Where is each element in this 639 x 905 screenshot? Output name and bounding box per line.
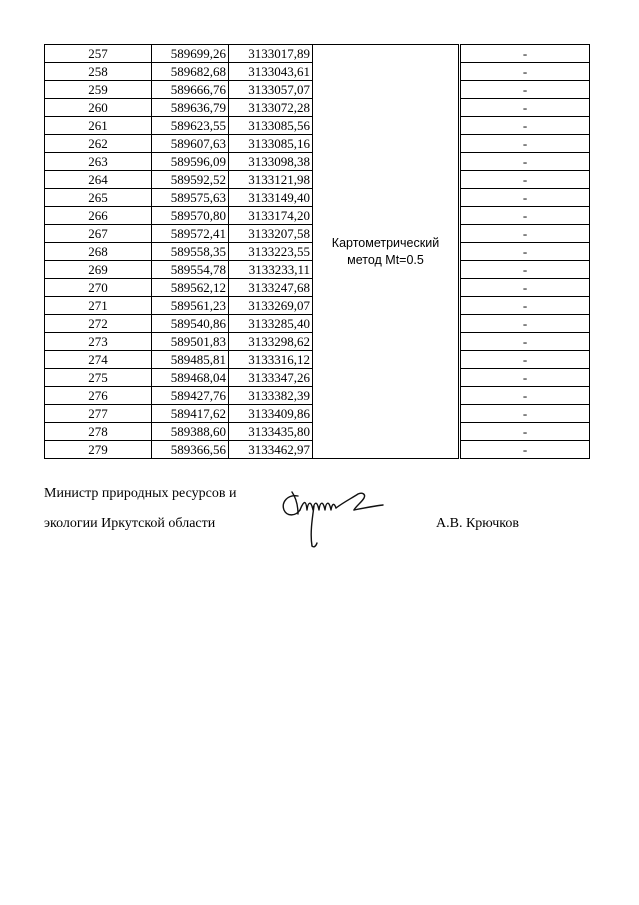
note-cell: - [461, 189, 590, 207]
y-coordinate-cell: 3133057,07 [229, 81, 313, 99]
point-number-cell: 274 [45, 351, 152, 369]
signer-name: А.В. Крючков [436, 516, 519, 531]
handwritten-signature [276, 484, 388, 554]
point-number-cell: 265 [45, 189, 152, 207]
y-coordinate-cell: 3133017,89 [229, 45, 313, 63]
point-number-cell: 271 [45, 297, 152, 315]
point-number-cell: 259 [45, 81, 152, 99]
point-number-cell: 267 [45, 225, 152, 243]
coordinates-table-body [45, 45, 590, 459]
x-coordinate-cell: 589682,68 [152, 63, 229, 81]
signer-title-line-2: экологии Иркутской области [44, 516, 216, 531]
y-coordinate-cell: 3133085,56 [229, 117, 313, 135]
point-number-cell: 273 [45, 333, 152, 351]
y-coordinate-cell: 3133382,39 [229, 387, 313, 405]
y-coordinate-cell: 3133043,61 [229, 63, 313, 81]
point-number-cell: 269 [45, 261, 152, 279]
y-coordinate-cell: 3133121,98 [229, 171, 313, 189]
y-coordinate-cell: 3133462,97 [229, 441, 313, 459]
note-cell: - [461, 387, 590, 405]
x-coordinate-cell: 589570,80 [152, 207, 229, 225]
signer-title-line-1: Министр природных ресурсов и [44, 486, 237, 501]
point-number-cell: 270 [45, 279, 152, 297]
x-coordinate-cell: 589623,55 [152, 117, 229, 135]
method-cell: Картометрический метод Mt=0.5 [313, 45, 459, 459]
point-number-cell: 262 [45, 135, 152, 153]
x-coordinate-cell: 589562,12 [152, 279, 229, 297]
note-cell: - [461, 369, 590, 387]
y-coordinate-cell: 3133233,11 [229, 261, 313, 279]
y-coordinate-cell: 3133298,62 [229, 333, 313, 351]
x-coordinate-cell: 589388,60 [152, 423, 229, 441]
y-coordinate-cell: 3133247,68 [229, 279, 313, 297]
point-number-cell: 268 [45, 243, 152, 261]
x-coordinate-cell: 589501,83 [152, 333, 229, 351]
x-coordinate-cell: 589592,52 [152, 171, 229, 189]
note-cell: - [461, 405, 590, 423]
x-coordinate-cell: 589596,09 [152, 153, 229, 171]
y-coordinate-cell: 3133207,58 [229, 225, 313, 243]
note-cell: - [461, 99, 590, 117]
point-number-cell: 261 [45, 117, 152, 135]
y-coordinate-cell: 3133409,86 [229, 405, 313, 423]
note-cell: - [461, 441, 590, 459]
note-cell: - [461, 225, 590, 243]
point-number-cell: 263 [45, 153, 152, 171]
note-cell: - [461, 45, 590, 63]
x-coordinate-cell: 589485,81 [152, 351, 229, 369]
x-coordinate-cell: 589636,79 [152, 99, 229, 117]
note-cell: - [461, 171, 590, 189]
x-coordinate-cell: 589561,23 [152, 297, 229, 315]
y-coordinate-cell: 3133223,55 [229, 243, 313, 261]
x-coordinate-cell: 589366,56 [152, 441, 229, 459]
y-coordinate-cell: 3133269,07 [229, 297, 313, 315]
note-cell: - [461, 351, 590, 369]
point-number-cell: 260 [45, 99, 152, 117]
x-coordinate-cell: 589666,76 [152, 81, 229, 99]
y-coordinate-cell: 3133085,16 [229, 135, 313, 153]
x-coordinate-cell: 589468,04 [152, 369, 229, 387]
table-row [45, 45, 590, 63]
x-coordinate-cell: 589572,41 [152, 225, 229, 243]
y-coordinate-cell: 3133098,38 [229, 153, 313, 171]
note-cell: - [461, 207, 590, 225]
y-coordinate-cell: 3133435,80 [229, 423, 313, 441]
point-number-cell: 278 [45, 423, 152, 441]
y-coordinate-cell: 3133347,26 [229, 369, 313, 387]
note-cell: - [461, 153, 590, 171]
point-number-cell: 276 [45, 387, 152, 405]
y-coordinate-cell: 3133174,20 [229, 207, 313, 225]
y-coordinate-cell: 3133072,28 [229, 99, 313, 117]
x-coordinate-cell: 589607,63 [152, 135, 229, 153]
x-coordinate-cell: 589558,35 [152, 243, 229, 261]
point-number-cell: 275 [45, 369, 152, 387]
note-cell: - [461, 135, 590, 153]
x-coordinate-cell: 589427,76 [152, 387, 229, 405]
point-number-cell: 279 [45, 441, 152, 459]
point-number-cell: 266 [45, 207, 152, 225]
note-cell: - [461, 315, 590, 333]
note-cell: - [461, 333, 590, 351]
x-coordinate-cell: 589554,78 [152, 261, 229, 279]
note-cell: - [461, 117, 590, 135]
point-number-cell: 264 [45, 171, 152, 189]
x-coordinate-cell: 589699,26 [152, 45, 229, 63]
note-cell: - [461, 297, 590, 315]
y-coordinate-cell: 3133316,12 [229, 351, 313, 369]
note-cell: - [461, 261, 590, 279]
note-cell: - [461, 63, 590, 81]
coordinates-table [44, 44, 590, 459]
x-coordinate-cell: 589540,86 [152, 315, 229, 333]
point-number-cell: 258 [45, 63, 152, 81]
note-cell: - [461, 279, 590, 297]
note-cell: - [461, 423, 590, 441]
y-coordinate-cell: 3133149,40 [229, 189, 313, 207]
point-number-cell: 277 [45, 405, 152, 423]
note-cell: - [461, 81, 590, 99]
point-number-cell: 257 [45, 45, 152, 63]
x-coordinate-cell: 589575,63 [152, 189, 229, 207]
point-number-cell: 272 [45, 315, 152, 333]
x-coordinate-cell: 589417,62 [152, 405, 229, 423]
y-coordinate-cell: 3133285,40 [229, 315, 313, 333]
note-cell: - [461, 243, 590, 261]
